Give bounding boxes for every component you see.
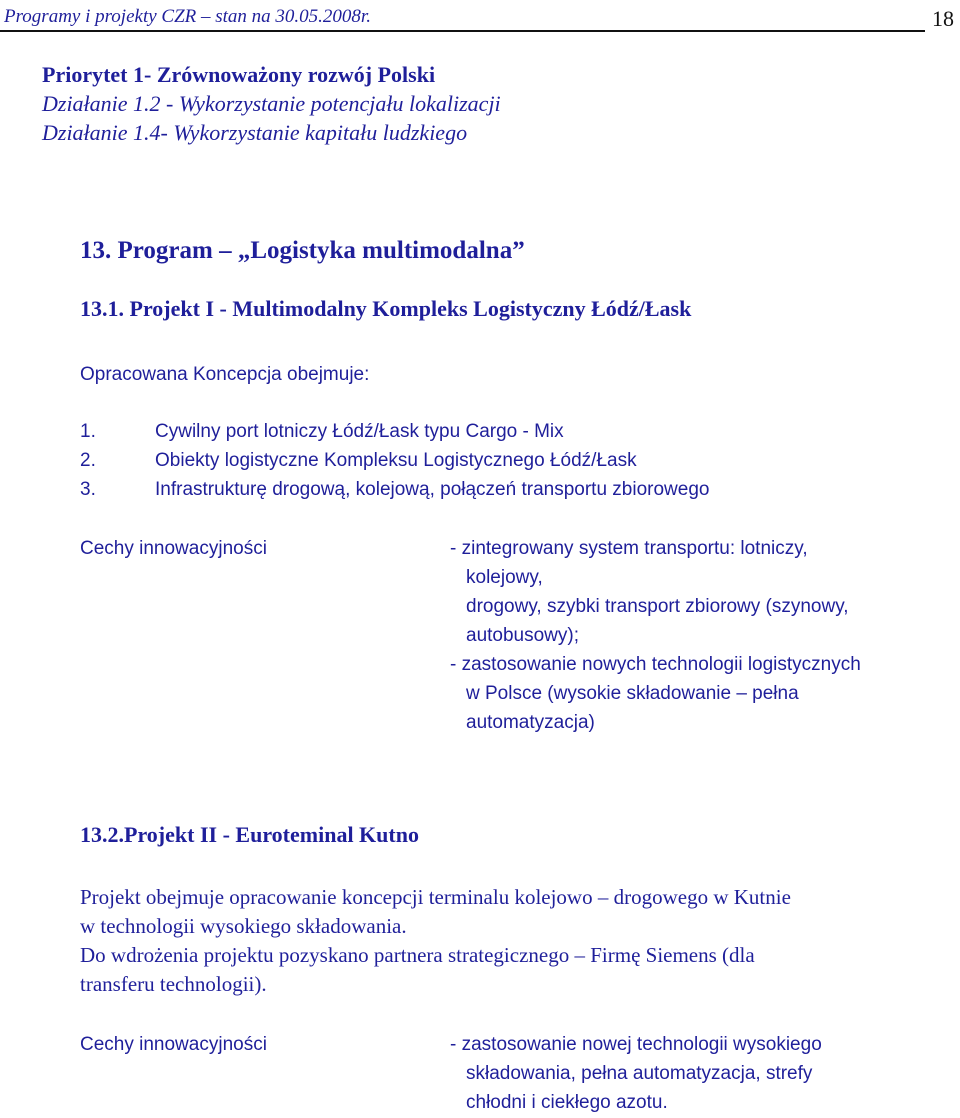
feature-line: - zastosowanie nowej technologii wysokiego: [450, 1034, 822, 1055]
priority-action: Działanie 1.2 - Wykorzystanie potencjału lokalizacji: [42, 91, 501, 116]
program-title: 13. Program – „Logistyka multimodalna”: [80, 237, 525, 264]
project2-desc-line: Projekt obejmuje opracowanie koncepcji terminalu kolejowo – drogowego w Kutnie: [80, 885, 791, 909]
list-item-number: 1.: [80, 421, 96, 442]
header-text: Programy i projekty CZR – stan na 30.05.2008r.: [4, 6, 371, 27]
features-label: Cechy innowacyjności: [80, 1034, 267, 1055]
features-label: Cechy innowacyjności: [80, 538, 267, 559]
feature-line: składowania, pełna automatyzacja, strefy: [466, 1063, 813, 1084]
header-rule: [0, 30, 925, 32]
list-item-number: 3.: [80, 479, 96, 500]
feature-line: w Polsce (wysokie składowanie – pełna: [466, 683, 799, 704]
feature-line: - zintegrowany system transportu: lotniczy,: [450, 538, 808, 559]
list-item: Cywilny port lotniczy Łódź/Łask typu Cargo - Mix: [155, 421, 564, 442]
list-item: Obiekty logistyczne Kompleksu Logistycznego Łódź/Łask: [155, 450, 637, 471]
priority-action: Działanie 1.4- Wykorzystanie kapitału ludzkiego: [42, 120, 468, 145]
list-item: Infrastrukturę drogową, kolejową, połączeń transportu zbiorowego: [155, 479, 710, 500]
priority-title: Priorytet 1- Zrównoważony rozwój Polski: [42, 62, 436, 87]
project2-desc-line: Do wdrożenia projektu pozyskano partnera strategicznego – Firmę Siemens (dla: [80, 943, 755, 967]
page-number: 18: [932, 6, 954, 31]
feature-line: autobusowy);: [466, 625, 580, 646]
feature-line: drogowy, szybki transport zbiorowy (szynowy,: [466, 596, 849, 617]
project2-title: 13.2.Projekt II - Euroteminal Kutno: [80, 822, 419, 847]
project2-desc-line: transferu technologii).: [80, 972, 267, 996]
feature-line: - zastosowanie nowych technologii logistycznych: [450, 654, 861, 675]
project2-desc-line: w technologii wysokiego składowania.: [80, 914, 407, 938]
list-item-number: 2.: [80, 450, 96, 471]
project1-intro: Opracowana Koncepcja obejmuje:: [80, 364, 370, 385]
feature-line: automatyzacja): [466, 712, 595, 733]
feature-line: chłodni i ciekłego azotu.: [466, 1092, 668, 1113]
project1-title: 13.1. Projekt I - Multimodalny Kompleks Logistyczny Łódź/Łask: [80, 296, 692, 321]
feature-line: kolejowy,: [466, 567, 543, 588]
